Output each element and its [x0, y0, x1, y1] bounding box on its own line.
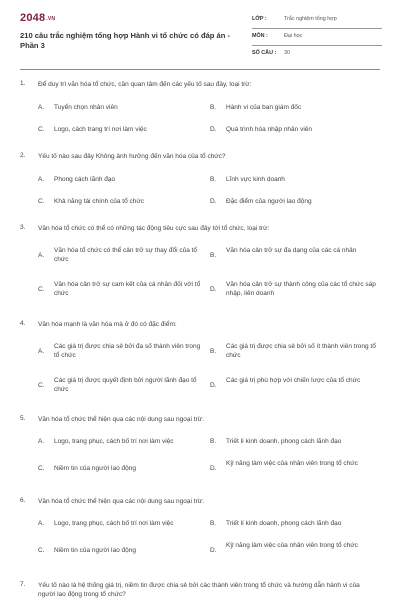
option-letter: C.	[38, 198, 45, 205]
question-number: 4.	[20, 320, 26, 327]
option-letter: C.	[38, 547, 45, 554]
meta-table	[252, 12, 382, 62]
option-text: Văn hóa cản trở sự thành công của các tổ chức sáp nhập, liên doanh	[226, 281, 376, 297]
document-header	[0, 0, 400, 66]
option-letter: C.	[38, 382, 45, 389]
meta-label: SỐ CÂU :	[252, 50, 277, 56]
option-text: Tuyển chọn nhân viên	[54, 104, 118, 111]
option-letter: D.	[210, 465, 217, 472]
option-text: Logo, cách trang trí nơi làm việc	[54, 126, 147, 133]
option-letter: A.	[38, 252, 45, 259]
option-text: Logo, trang phục, cách bố trí nơi làm việc	[54, 520, 174, 527]
option-text: Logo, trang phục, cách bố trí nơi làm việc	[54, 438, 174, 445]
logo-text: 2048	[20, 12, 46, 24]
option-text: Văn hóa cản trở sự đa dạng của các cá nhân	[226, 247, 357, 254]
option-text: Các giá trị được chia sẻ bởi số ít thành viên trong tổ chức	[226, 343, 376, 359]
option-letter: C.	[38, 465, 45, 472]
option-letter: D.	[210, 547, 217, 554]
option-letter: B.	[210, 520, 217, 527]
option-text: Văn hóa cản trở sự cam kết của cá nhân đối với tổ chức	[54, 281, 201, 297]
option-text: Các giá trị được chia sẻ bởi đa số thành viên trong tổ chức	[54, 343, 201, 359]
meta-label: LỚP :	[252, 16, 267, 22]
option-text: Triết lí kinh doanh, phong cách lãnh đạo	[226, 520, 342, 527]
meta-label: MÔN :	[252, 33, 268, 39]
question-text: Yếu tố nào là hệ thống giá trị, niềm tin được chia sẻ bởi các thành viên trong tổ chức và hướng dẫn hành vi của người lao động trong tổ chức?	[38, 582, 360, 598]
option-letter: A.	[38, 348, 45, 355]
option-letter: A.	[38, 176, 45, 183]
option-letter: A.	[38, 438, 45, 445]
option-letter: A.	[38, 104, 45, 111]
option-letter: B.	[210, 176, 217, 183]
option-text: Lĩnh vực kinh doanh	[226, 176, 285, 183]
option-letter: D.	[210, 126, 217, 133]
question-text: Văn hóa tổ chức thể hiện qua các nội dung sau ngoại trừ:	[38, 416, 204, 423]
option-text: Hành vi của ban giám đốc	[226, 104, 302, 111]
option-text: Các giá trị được quyết định bởi người lãnh đạo tổ chức	[54, 377, 197, 393]
question-number: 1.	[20, 80, 26, 87]
question-text: Để duy trì văn hóa tổ chức, cần quan tâm đến các yếu tố sau đây, loại trừ:	[38, 81, 252, 88]
site-logo[interactable]	[20, 12, 55, 24]
question-text: Yếu tố nào sau đây Không ảnh hưởng đến văn hóa của tổ chức?	[38, 153, 226, 160]
meta-row-class	[252, 12, 382, 29]
question-text: Văn hóa tổ chức có thể có những tác động tiêu cực sau đây tới tổ chức, loại trừ:	[38, 225, 270, 232]
question-number: 6.	[20, 497, 26, 504]
question-number: 2.	[20, 152, 26, 159]
option-text: Kỹ năng làm việc của nhân viên trong tổ chức	[226, 460, 358, 467]
option-text: Các giá trị phù hợp với chiến lược của tổ chức	[226, 377, 361, 384]
option-text: Phong cách lãnh đạo	[54, 176, 116, 183]
question-text: Văn hóa tổ chức thể hiện qua các nội dung sau ngoại trừ:	[38, 498, 204, 505]
option-text: Niềm tin của người lao động	[54, 465, 136, 472]
question-number: 5.	[20, 415, 26, 422]
logo-suffix: .VN	[46, 16, 56, 22]
header-divider	[20, 69, 380, 70]
option-letter: D.	[210, 198, 217, 205]
option-letter: D.	[210, 286, 217, 293]
option-letter: C.	[38, 126, 45, 133]
question-text: Văn hóa mạnh là văn hóa mà ở đó có đặc điểm:	[38, 321, 177, 328]
option-text: Đặc điểm của người lao động	[226, 198, 312, 205]
meta-row-subject	[252, 29, 382, 46]
option-letter: B.	[210, 104, 217, 111]
document-title: 210 câu trắc nghiệm tổng hợp Hành vi tổ chức có đáp án - Phần 3	[20, 31, 231, 50]
question-number: 3.	[20, 224, 26, 231]
question-number: 7.	[20, 581, 26, 588]
option-letter: B.	[210, 348, 217, 355]
option-text: Văn hóa tổ chức có thể cản trở sự thay đổi của tổ chức	[54, 247, 198, 263]
option-text: Khả năng tài chính của tổ chức	[54, 198, 144, 205]
option-letter: A.	[38, 520, 45, 527]
meta-value: 30	[284, 50, 290, 56]
option-letter: D.	[210, 382, 217, 389]
option-text: Quá trình hòa nhập nhân viên	[226, 126, 313, 133]
option-text: Niềm tin của người lao động	[54, 547, 136, 554]
meta-row-count	[252, 46, 382, 62]
meta-value: Đại học	[284, 33, 303, 39]
option-letter: C.	[38, 286, 45, 293]
option-text: Triết lí kinh doanh, phong cách lãnh đạo	[226, 438, 342, 445]
option-letter: B.	[210, 438, 217, 445]
option-text: Kỹ năng làm việc của nhân viên trong tổ chức	[226, 542, 358, 549]
meta-value: Trắc nghiệm tổng hợp	[284, 16, 337, 22]
option-letter: B.	[210, 252, 217, 259]
